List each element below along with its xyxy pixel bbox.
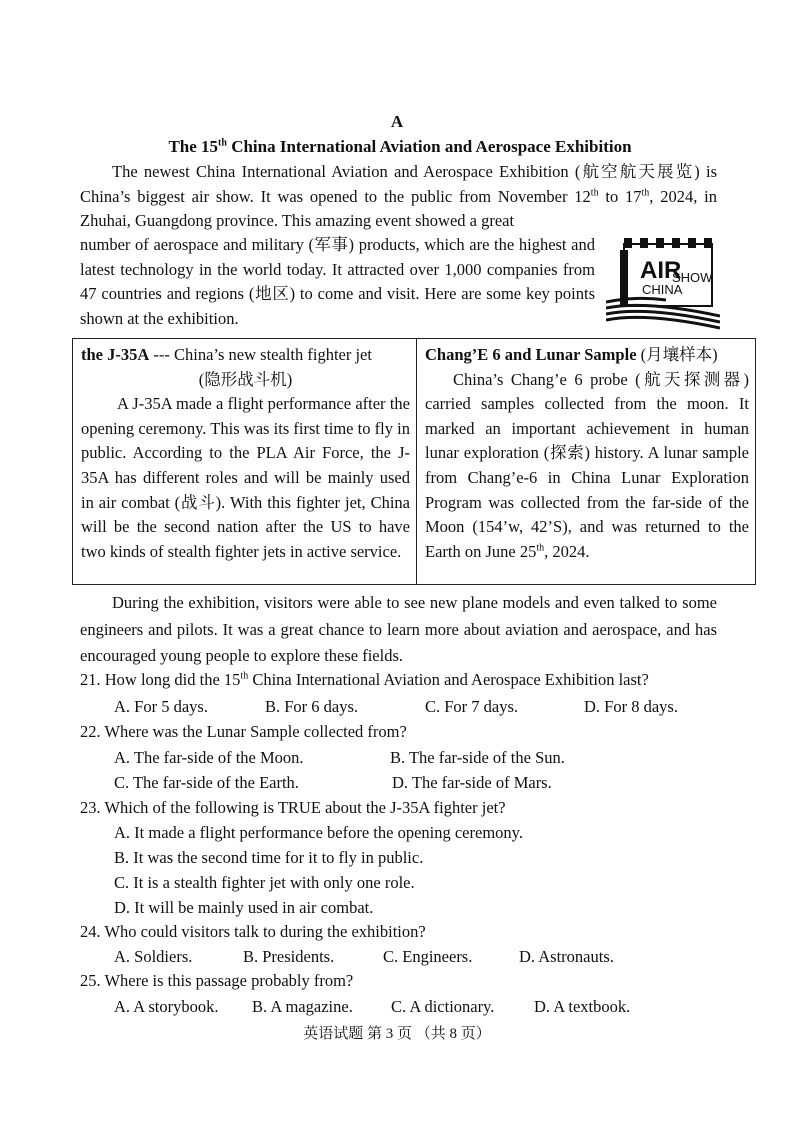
title-sup: th: [218, 137, 227, 149]
change6-body-b: , 2024.: [544, 541, 590, 561]
q24-option-b[interactable]: B. Presidents.: [243, 947, 335, 966]
change6-column: [417, 339, 755, 584]
q21-option-d[interactable]: D. For 8 days.: [584, 697, 678, 716]
q25-option-a[interactable]: A. A storybook.: [114, 997, 219, 1016]
q25-option-c[interactable]: C. A dictionary.: [391, 997, 495, 1016]
j35a-heading: [81, 343, 410, 368]
title-text: The 15: [168, 137, 219, 156]
intro-text-b: to 17: [598, 186, 642, 206]
q24-option-c[interactable]: C. Engineers.: [383, 947, 473, 966]
j35a-heading-zh: (隐形战斗机): [198, 369, 293, 389]
intro-paragraph-1: [80, 160, 717, 234]
q23-option-c[interactable]: C. It is a stealth fighter jet with only one role.: [114, 873, 415, 892]
q23-option-d[interactable]: D. It will be mainly used in air combat.: [114, 898, 374, 917]
change6-body-a: China’s Chang’e 6 probe (航天探测器) carried samples collected from the moon. It marked an important achievement in human lunar exploration (探索) history. A lunar sample from Chang’e-6 in China Lunar Exploration Program was collected from the far-side of the Moon (154’w, 42’S), and was returned to the Earth on June 25: [425, 369, 749, 561]
q21-stem-a: 21. How long did the 15: [80, 670, 241, 689]
q21-option-b[interactable]: B. For 6 days.: [265, 697, 359, 716]
section-letter: A: [390, 112, 404, 131]
intro-sup-2: th: [641, 187, 650, 199]
closing-paragraph: During the exhibition, visitors were able to see new plane models and even talked to some engineers and pilots. It was a great chance to learn more about aviation and aerospace, and has encouraged young people to explore these fields.: [80, 593, 717, 665]
airshow-china-logo: [606, 236, 720, 332]
logo-air-text: AIR: [640, 257, 682, 284]
intro-text-a: The newest China International Aviation and Aerospace Exhibition (航空航天展览) is China’s biggest air show. It was opened to the public from November 12: [80, 162, 717, 206]
q22-option-d[interactable]: D. The far-side of Mars.: [392, 773, 552, 792]
q24-option-d[interactable]: D. Astronauts.: [519, 947, 614, 966]
question-21-stem: [80, 670, 649, 690]
q23-option-b[interactable]: B. It was the second time for it to fly in public.: [114, 848, 424, 867]
q21-stem-b: China International Aviation and Aerospace Exhibition last?: [248, 670, 649, 689]
q22-option-b[interactable]: B. The far-side of the Sun.: [390, 748, 565, 767]
page-footer: 英语试题 第 3 页 （共 8 页）: [303, 1026, 491, 1042]
change6-body: [425, 368, 749, 565]
question-25-stem: 25. Where is this passage probably from?: [80, 971, 354, 990]
j35a-column: [73, 339, 417, 584]
question-22-stem: 22. Where was the Lunar Sample collected from?: [80, 722, 407, 741]
q22-option-c[interactable]: C. The far-side of the Earth.: [114, 773, 299, 792]
passage-title: [80, 137, 720, 157]
q24-option-a[interactable]: A. Soldiers.: [114, 947, 193, 966]
logo-china-text: CHINA: [642, 282, 683, 297]
intro-paragraph-2: number of aerospace and military (军事) products, which are the highest and latest technology in the world today. It attracted over 1,000 companies from 47 countries and regions (地区) to come and visit. Here are some key points shown at the exhibition.: [80, 235, 595, 328]
question-23-stem: 23. Which of the following is TRUE about the J-35A fighter jet?: [80, 798, 506, 817]
q21-option-c[interactable]: C. For 7 days.: [425, 697, 519, 716]
j35a-body: A J-35A made a flight performance after the opening ceremony. This was its first time to fly in public. According to the PLA Air Force, the J-35A has different roles and will be mainly used in air combat (战斗). With this fighter jet, China will be the second nation after the US to have two kinds of stealth fighter jets in active service.: [81, 394, 410, 561]
q22-option-a[interactable]: A. The far-side of the Moon.: [114, 748, 304, 767]
j35a-heading-bold: the J-35A: [81, 345, 150, 364]
key-points-table: [72, 338, 756, 585]
title-text-rest: China International Aviation and Aerospace Exhibition: [226, 137, 632, 156]
question-24-stem: 24. Who could visitors talk to during the exhibition?: [80, 922, 426, 941]
q21-option-a[interactable]: A. For 5 days.: [114, 697, 208, 716]
intro-text-c: , 2024, in Zhuhai, Guangdong province. This amazing event showed a great: [80, 186, 717, 231]
q25-option-b[interactable]: B. A magazine.: [252, 997, 353, 1016]
intro-sup-1: th: [590, 187, 599, 199]
q23-option-a[interactable]: A. It made a flight performance before the opening ceremony.: [114, 823, 523, 842]
j35a-heading-rest: --- China’s new stealth fighter jet: [149, 345, 372, 364]
change6-heading-bold: Chang’E 6 and Lunar Sample: [425, 345, 637, 364]
change6-heading: [425, 343, 749, 368]
q25-option-d[interactable]: D. A textbook.: [534, 997, 631, 1016]
logo-show-text: SHOW: [672, 270, 713, 285]
change6-body-sup: th: [536, 542, 545, 554]
q21-stem-sup: th: [240, 670, 249, 682]
change6-heading-zh: (月壤样本): [636, 345, 718, 364]
